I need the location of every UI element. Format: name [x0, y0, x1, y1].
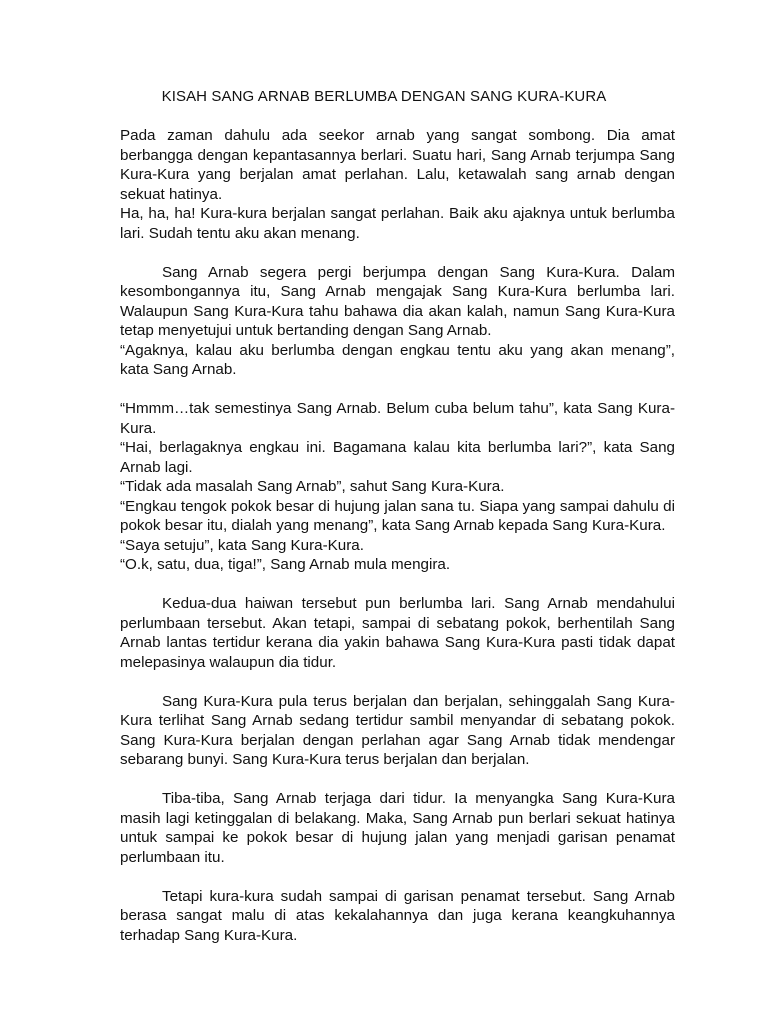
- paragraph-6: Tetapi kura-kura sudah sampai di garisan penamat tersebut. Sang Arnab berasa sangat malu di atas kekalahannya dan juga kerana keangkuhannya terhadap Sang Kura-Kura.: [120, 887, 675, 944]
- dialogue-line: “Hai, berlagaknya engkau ini. Bagamana kalau kita berlumba lari?”, kata Sang Arnab lagi.: [120, 439, 675, 476]
- intro-exclamation: Ha, ha, ha! Kura-kura berjalan sangat perlahan. Baik aku ajaknya untuk berlumba lari. Sudah tentu aku akan menang.: [120, 205, 675, 242]
- dialogue-line: “Hmmm…tak semestinya Sang Arnab. Belum cuba belum tahu”, kata Sang Kura-Kura.: [120, 400, 675, 437]
- dialogue-line: “Tidak ada masalah Sang Arnab”, sahut Sang Kura-Kura.: [120, 478, 505, 495]
- paragraph-5: Tiba-tiba, Sang Arnab terjaga dari tidur. Ia menyangka Sang Kura-Kura masih lagi ketinggalan di belakang. Maka, Sang Arnab pun berlari sekuat hatinya untuk sampai ke pokok besar di hujung jalan yang menjadi garisan penamat perlumbaan itu.: [120, 790, 675, 866]
- paragraph-gap: [120, 243, 675, 263]
- story-body: [120, 126, 675, 945]
- paragraph-gap: [120, 380, 675, 400]
- paragraph-gap: [120, 867, 675, 887]
- dialogue-line: “Saya setuju”, kata Sang Kura-Kura.: [120, 536, 364, 554]
- paragraph-4: Sang Kura-Kura pula terus berjalan dan berjalan, sehinggalah Sang Kura-Kura terlihat Sang Arnab sedang tertidur sambil menyandar di sebatang pokok. Sang Kura-Kura berjalan dengan perlahan agar Sang Arnab tidak mendengar sebarang bunyi. Sang Kura-Kura terus berjalan dan berjalan.: [120, 692, 675, 768]
- paragraph-2: Sang Arnab segera pergi berjumpa dengan Sang Kura-Kura. Dalam kesombongannya itu, Sang Arnab mengajak Sang Kura-Kura berlumba lari. Walaupun Sang Kura-Kura tahu bahawa dia akan kalah, namun Sang Kura-Kura tetap menyetujui untuk bertanding dengan Sang Arnab.: [120, 263, 675, 339]
- paragraph-gap: [120, 575, 675, 595]
- paragraph-gap: [120, 770, 675, 790]
- intro-paragraph: Pada zaman dahulu ada seekor arnab yang sangat sombong. Dia amat berbangga dengan kepantasannya berlari. Suatu hari, Sang Arnab terjumpa Sang Kura-Kura yang berjalan amat perlahan. Lalu, ketawalah sang arnab dengan sekuat hatinya.: [120, 127, 675, 203]
- paragraph-3: Kedua-dua haiwan tersebut pun berlumba lari. Sang Arnab mendahului perlumbaan tersebut. Akan tetapi, sampai di sebatang pokok, berhentilah Sang Arnab lantas tertidur kerana dia yakin bahawa Sang Kura-Kura pasti tidak dapat melepasinya walaupun dia tidur.: [120, 595, 675, 671]
- paragraph-gap: [120, 672, 675, 692]
- dialogue-line: “Engkau tengok pokok besar di hujung jalan sana tu. Siapa yang sampai dahulu di pokok besar itu, dialah yang menang”, kata Sang Arnab kepada Sang Kura-Kura.: [120, 497, 675, 534]
- story-title: KISAH SANG ARNAB BERLUMBA DENGAN SANG KURA-KURA: [161, 88, 607, 105]
- dialogue-line-arnab-boast: “Agaknya, kalau aku berlumba dengan engkau tentu aku yang akan menang”, kata Sang Arnab.: [120, 341, 675, 378]
- dialogue-line: “O.k, satu, dua, tiga!”, Sang Arnab mula mengira.: [120, 556, 451, 573]
